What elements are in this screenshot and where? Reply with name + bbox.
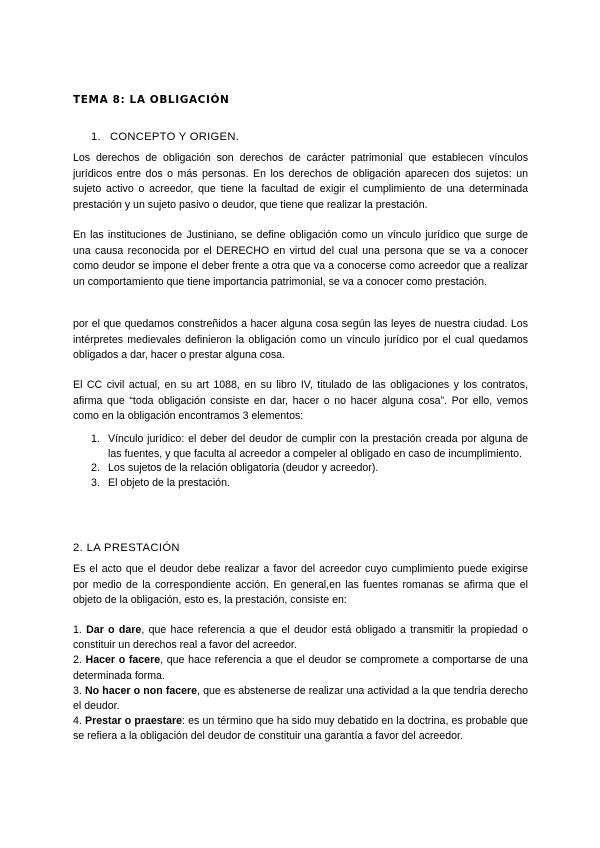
section-1-heading [91,131,239,143]
list-item-number: 1. [73,624,87,636]
list-item [73,653,528,683]
list-item [91,461,528,476]
list-item-number: 2. [73,654,86,667]
list-item [91,476,528,491]
section-2-heading: 2. LA PRESTACIÓN [73,542,180,554]
list-item-number: 4. [73,715,86,728]
list-item-text: , que hace referencia a que el deudor se compromete a comportarse de una determinada forma. [73,654,528,682]
list-item-text: : es un término que ha sido muy debatido en la doctrina, es probable que se refiera a la obligación del deudor de constituir una garantía a favor del acreedor. [73,715,528,743]
list-item-text: Vínculo jurídico: el deber del deudor de cumplir con la prestación creada por alguna de las fuentes, y que faculta al acreedor a compeler al obligado en caso de incumplimiento. [108,433,528,460]
list-item-text: El objeto de la prestación. [108,476,230,489]
paragraph-justiniano: En las instituciones de Justiniano, se define obligación como un vínculo jurídico que surge de una causa reconocida por el DERECHO en virtud del cual una persona que se va a conocer como deudor se impone el deber frente a otra que va a conocerse como acreedor que a realizar un comportamiento que tiene importancia patrimonial, se va a conocer como prestación. [73,229,528,288]
list-item-number: 3. [91,476,100,489]
list-item-number: 3. [73,684,85,697]
list-item-term: Dar o dare [86,624,142,636]
elements-list [91,432,528,490]
list-item [73,714,528,744]
list-item-term: No hacer o non facere [84,684,198,697]
list-item [73,623,528,653]
list-item-text: , que es abstenerse de realizar una actividad a la que tendría derecho el deudor. [73,684,529,713]
paragraph-codigo-civil: El CC civil actual, en su art 1088, en su libro IV, titulado de las obligaciones y los contratos, afirma que “toda obligación consiste en dar, hacer o no hacer alguna cosa”. Por ello, vemos como en la obligación encontramos 3 elementos: [73,379,528,423]
list-item-number: 2. [91,462,100,475]
section-1-number: 1. [91,131,101,143]
list-item-number: 1. [91,433,100,445]
page-title: TEMA 8: LA OBLIGACIÓN [73,94,230,106]
paragraph-prestacion: Es el acto que el deudor debe realizar a favor del acreedor cuyo cumplimiento puede exigirse por medio de la correspondiente acción. En general,en las fuentes romanas se afirma que el objeto de la obligación, esto es, la prestación, consiste en: [73,563,528,607]
list-item-text: , que hace referencia a que el deudor está obligado a transmitir la propiedad o constituir un derechos real a favor del acreedor. [73,624,529,652]
list-item-term: Prestar o praestare [85,715,183,728]
list-item-term: Hacer o facere [85,654,161,667]
list-item [91,432,528,461]
list-item [73,684,528,714]
section-1-title: CONCEPTO Y ORIGEN. [110,131,240,143]
paragraph-medievales: por el que quedamos constreñidos a hacer alguna cosa según las leyes de nuestra ciudad. Los intérpretes medievales definieron la obligación como un vínculo jurídico por el cual quedamos obligados a dar, hacer o prestar alguna cosa. [73,318,528,362]
paragraph-definition: Los derechos de obligación son derechos de carácter patrimonial que establecen vínculos jurídicos entre dos o más personas. En los derechos de obligación aparecen dos sujetos: un sujeto activo o acreedor, que tiene la facultad de exigir el cumplimiento de una determinada prestación y un sujeto pasivo o deudor, que tiene que realizar la prestación. [73,152,528,211]
prestacion-list [73,623,528,745]
list-item-text: Los sujetos de la relación obligatoria (deudor y acreedor). [108,462,379,475]
